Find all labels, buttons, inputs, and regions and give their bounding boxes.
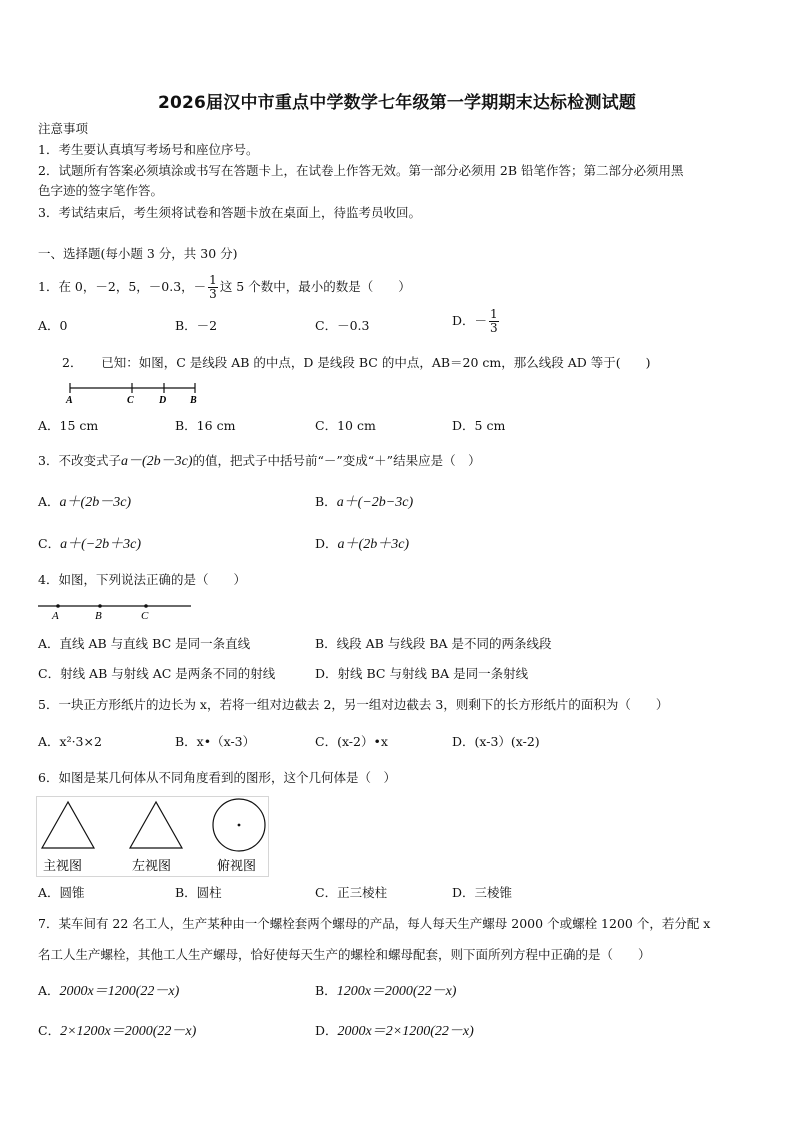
question-7-option-c xyxy=(38,1023,196,1040)
question-5-option-b: B．x•（x-3） xyxy=(175,734,256,749)
notice-item-3: 3．考试结束后，考生须将试卷和答题卡放在桌面上，待监考员收回。 xyxy=(38,205,421,220)
question-4-option-c: C．射线 AB 与射线 AC 是两条不同的射线 xyxy=(38,666,276,681)
question-3-option-a xyxy=(38,494,131,511)
option-label: D． xyxy=(315,536,338,551)
fraction-numerator: 1 xyxy=(209,273,217,287)
option-expression: a＋(2b－3c) xyxy=(59,495,132,510)
option-expression: 1200x＝2000(22－x) xyxy=(336,984,457,999)
fraction-numerator: 1 xyxy=(490,307,498,321)
notice-item-2: 2．试题所有答案必须填涂或书写在答题卡上，在试卷上作答无效。第一部分必须用 2B 铅笔作答；第二部分必须用黑 xyxy=(38,163,684,178)
notice-heading: 注意事项 xyxy=(38,121,89,136)
option-expression: a＋(2b＋3c) xyxy=(337,537,410,552)
question-2-option-c: C．10 cm xyxy=(315,418,376,433)
option-expression: 2000x＝2×1200(22－x) xyxy=(337,1024,474,1039)
fraction-one-third xyxy=(208,274,218,301)
option-expression: a＋(−2b−3c) xyxy=(336,495,414,510)
question-7-option-d xyxy=(315,1023,474,1040)
option-label: B． xyxy=(315,494,337,509)
label-a: A xyxy=(52,610,59,622)
question-2-option-a: A．15 cm xyxy=(38,418,99,433)
question-3-stem-post: 的值，把式子中括号前“－”变成“＋”结果应是（ ） xyxy=(192,453,481,468)
label-b: B xyxy=(190,395,197,406)
label-c: C xyxy=(141,610,149,622)
question-1-stem xyxy=(38,274,411,301)
top-view-label: 俯视图 xyxy=(217,859,257,874)
question-7-option-a xyxy=(38,983,179,1000)
fraction-denominator: 3 xyxy=(490,321,498,335)
line-figure xyxy=(36,598,196,622)
label-c: C xyxy=(127,395,134,406)
question-4-stem: 4．如图，下列说法正确的是（ ） xyxy=(38,572,246,587)
point-c xyxy=(144,604,148,608)
question-5-stem: 5．一块正方形纸片的边长为 x，若将一组对边截去 2，另一组对边截去 3，则剩下的长方形纸片的面积为（ ） xyxy=(38,697,669,712)
section-heading: 一、选择题(每小题 3 分，共 30 分) xyxy=(38,246,238,261)
side-view-triangle xyxy=(130,802,182,848)
question-3-expression: a－(2b－3c) xyxy=(120,454,193,469)
question-6-stem: 6．如图是某几何体从不同角度看到的图形，这个几何体是（ ） xyxy=(38,770,396,785)
option-label: C． xyxy=(38,536,61,551)
question-1-stem-pre: 1．在 0，－2，5，－0.3，－ xyxy=(38,279,207,294)
question-1-option-d xyxy=(452,308,501,335)
option-label: A． xyxy=(38,983,60,998)
question-2-option-d: D．5 cm xyxy=(452,418,506,433)
question-7-stem-line-2: 名工人生产螺栓，其他工人生产螺母，恰好使每天生产的螺栓和螺母配套，则下面所列方程中正确的是（ ） xyxy=(38,947,651,962)
notice-item-1: 1．考生要认真填写考场号和座位序号。 xyxy=(38,142,259,157)
option-label: A． xyxy=(38,494,60,509)
question-3-option-b xyxy=(315,494,413,511)
point-b xyxy=(98,604,102,608)
question-7-option-b xyxy=(315,983,456,1000)
question-6-option-d: D．三棱锥 xyxy=(452,885,513,900)
question-4-option-b: B．线段 AB 与线段 BA 是不同的两条线段 xyxy=(315,636,552,651)
segment-figure xyxy=(60,378,210,406)
question-1-option-b: B．－2 xyxy=(175,318,218,333)
top-view-center-point xyxy=(238,824,241,827)
question-1-option-a: A．0 xyxy=(38,318,68,333)
question-6-option-c: C．正三棱柱 xyxy=(315,885,388,900)
question-3-option-c xyxy=(38,536,141,553)
question-6-option-a: A．圆锥 xyxy=(38,885,85,900)
question-2-option-b: B．16 cm xyxy=(175,418,236,433)
option-label: B． xyxy=(315,983,337,998)
question-2-stem: 2． 已知：如图，C 是线段 AB 的中点，D 是线段 BC 的中点，AB＝20 cm，那么线段 AD 等于( ) xyxy=(62,355,651,370)
front-view-triangle xyxy=(42,802,94,848)
page-title: 2026届汉中市重点中学数学七年级第一学期期末达标检测试题 xyxy=(157,93,637,113)
question-3-stem-pre: 3．不改变式子 xyxy=(38,453,121,468)
fraction-denominator: 3 xyxy=(209,287,217,301)
option-label: C． xyxy=(38,1023,61,1038)
question-4-option-d: D．射线 BC 与射线 BA 是同一条射线 xyxy=(315,666,529,681)
option-expression: 2×1200x＝2000(22－x) xyxy=(60,1024,197,1039)
three-views-figure xyxy=(36,796,272,878)
option-expression: 2000x＝1200(22－x) xyxy=(59,984,180,999)
label-b: B xyxy=(95,610,102,622)
label-d: D xyxy=(159,395,167,406)
option-expression: a＋(−2b＋3c) xyxy=(60,537,142,552)
question-5-option-c: C．(x-2）•x xyxy=(315,734,388,749)
question-3-option-d xyxy=(315,536,409,553)
option-label: D． xyxy=(315,1023,338,1038)
question-5-option-d: D．(x-3）(x-2) xyxy=(452,734,540,749)
question-4-option-a: A．直线 AB 与直线 BC 是同一条直线 xyxy=(38,636,251,651)
front-view-label: 主视图 xyxy=(43,859,83,874)
question-6-option-b: B．圆柱 xyxy=(175,885,222,900)
question-1-option-c: C．－0.3 xyxy=(315,318,370,333)
question-3-stem xyxy=(38,453,481,470)
label-a: A xyxy=(66,395,73,406)
notice-item-2-cont: 色字迹的签字笔作答。 xyxy=(38,183,164,198)
side-view-label: 左视图 xyxy=(132,859,172,874)
question-5-option-a: A．x²·3×2 xyxy=(38,734,102,749)
question-1-stem-post: 这 5 个数中，最小的数是（ ） xyxy=(219,279,411,294)
question-1-option-d-label: D．－ xyxy=(452,313,488,328)
fraction-one-third xyxy=(489,308,499,335)
point-a xyxy=(56,604,60,608)
question-7-stem-line-1: 7．某车间有 22 名工人，生产某种由一个螺栓套两个螺母的产品，每人每天生产螺母 2000 个或螺栓 1200 个，若分配 x xyxy=(38,916,711,931)
